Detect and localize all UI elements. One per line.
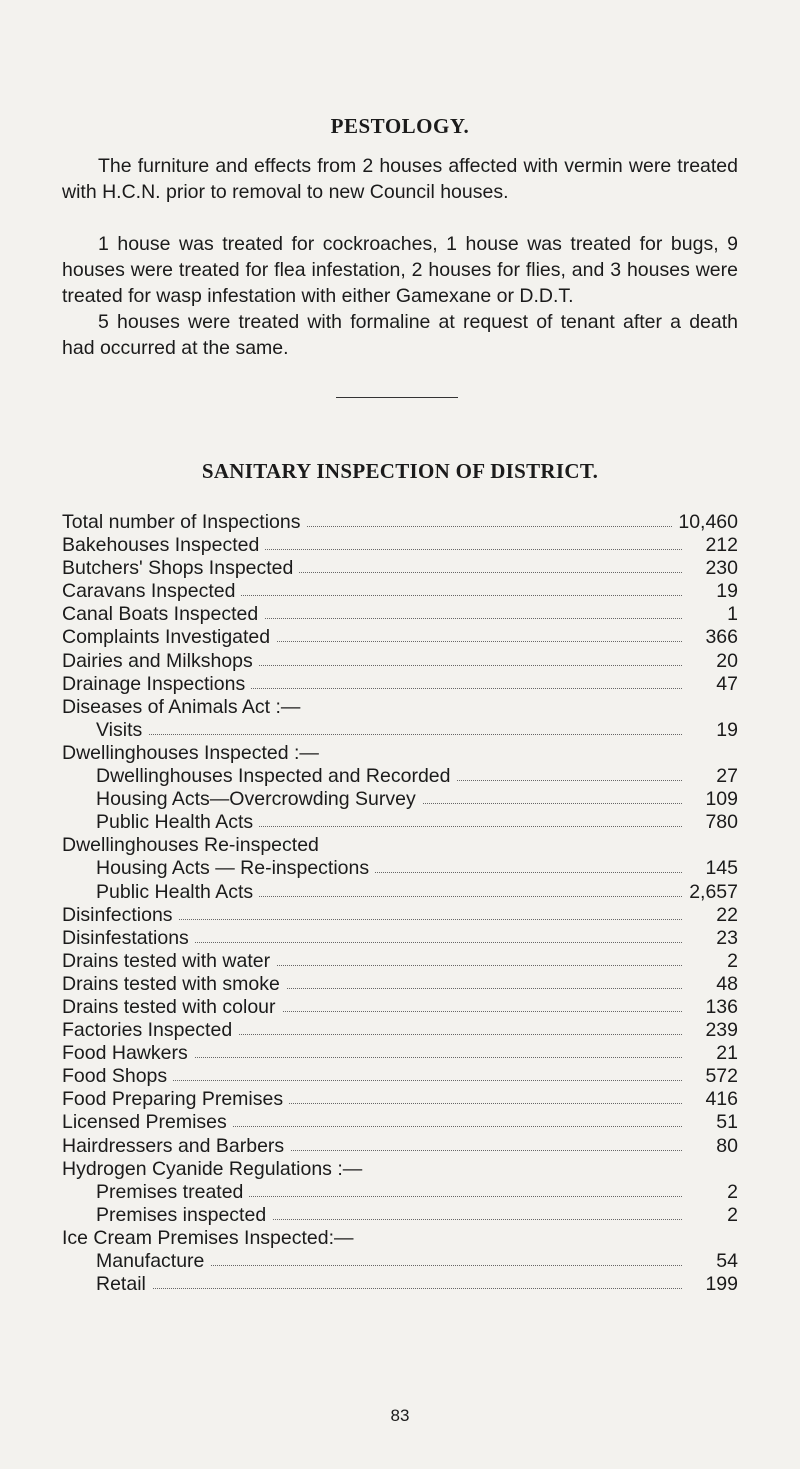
table-row <box>62 950 738 973</box>
table-row <box>62 673 738 696</box>
row-value: 366 <box>699 626 738 649</box>
row-label: Bakehouses Inspected <box>62 534 265 557</box>
table-row <box>62 811 738 834</box>
row-label: Drainage Inspections <box>62 673 251 696</box>
paragraph-furniture: The furniture and effects from 2 houses affected with vermin were treated with H.C.N. prior to removal to new Council houses. <box>62 155 738 203</box>
table-row <box>62 881 738 904</box>
row-label: Hydrogen Cyanide Regulations :— <box>62 1158 368 1181</box>
row-label: Diseases of Animals Act :— <box>62 696 306 719</box>
row-label: Food Shops <box>62 1065 173 1088</box>
table-row <box>62 1088 738 1111</box>
row-label: Food Preparing Premises <box>62 1088 289 1111</box>
page-title: PESTOLOGY. <box>330 114 470 138</box>
row-value: 19 <box>710 719 738 742</box>
row-value: 20 <box>710 650 738 673</box>
row-value: 212 <box>699 534 738 557</box>
table-row <box>62 603 738 626</box>
row-label: Housing Acts—Overcrowding Survey <box>62 788 422 811</box>
row-value: 199 <box>699 1273 738 1296</box>
row-value: 22 <box>710 904 738 927</box>
row-label: Caravans Inspected <box>62 580 241 603</box>
table-row <box>62 1042 738 1065</box>
row-label: Drains tested with colour <box>62 996 282 1019</box>
row-value: 10,460 <box>672 511 738 534</box>
row-label: Licensed Premises <box>62 1111 233 1134</box>
row-label: Drains tested with smoke <box>62 973 286 996</box>
row-label: Drains tested with water <box>62 950 276 973</box>
row-value: 239 <box>699 1019 738 1042</box>
row-value: 2,657 <box>683 881 738 904</box>
row-label: Manufacture <box>62 1250 210 1273</box>
table-row <box>62 904 738 927</box>
inspection-table <box>62 511 738 1296</box>
table-row <box>62 1065 738 1088</box>
table-row <box>62 511 738 534</box>
row-label: Food Hawkers <box>62 1042 194 1065</box>
table-row <box>62 1181 738 1204</box>
section-title: SANITARY INSPECTION OF DISTRICT. <box>201 459 599 483</box>
row-value: 1 <box>721 603 738 626</box>
table-row <box>62 626 738 649</box>
table-row <box>62 996 738 1019</box>
page-number: 83 <box>390 1406 410 1425</box>
table-row <box>62 927 738 950</box>
row-label: Premises treated <box>62 1181 249 1204</box>
dot-leader <box>62 1288 682 1289</box>
table-row <box>62 1227 738 1250</box>
row-value: 572 <box>699 1065 738 1088</box>
row-value: 2 <box>721 1204 738 1227</box>
row-value: 47 <box>710 673 738 696</box>
row-label: Retail <box>62 1273 152 1296</box>
table-row <box>62 788 738 811</box>
table-row <box>62 742 738 765</box>
row-label: Butchers' Shops Inspected <box>62 557 299 580</box>
table-row <box>62 1204 738 1227</box>
row-value: 416 <box>699 1088 738 1111</box>
row-value: 230 <box>699 557 738 580</box>
table-row <box>62 765 738 788</box>
row-label: Ice Cream Premises Inspected:— <box>62 1227 360 1250</box>
row-value: 145 <box>699 857 738 880</box>
row-value: 27 <box>710 765 738 788</box>
row-value: 136 <box>699 996 738 1019</box>
row-label: Dwellinghouses Inspected and Recorded <box>62 765 456 788</box>
paragraph-house-treatments: 1 house was treated for cockroaches, 1 house was treated for bugs, 9 houses were treated for flea infestation, 2 houses for flies, and 3 houses were treated for wasp infestation with either Gamexane or D.D.T. <box>62 233 738 307</box>
row-value: 109 <box>699 788 738 811</box>
table-row <box>62 1250 738 1273</box>
row-label: Complaints Investigated <box>62 626 276 649</box>
row-value: 80 <box>710 1135 738 1158</box>
table-row <box>62 534 738 557</box>
row-value: 19 <box>710 580 738 603</box>
table-row <box>62 857 738 880</box>
row-value: 2 <box>721 1181 738 1204</box>
row-value: 2 <box>721 950 738 973</box>
row-value: 21 <box>710 1042 738 1065</box>
table-row <box>62 1019 738 1042</box>
table-row <box>62 1111 738 1134</box>
table-row <box>62 557 738 580</box>
row-label: Public Health Acts <box>62 881 259 904</box>
row-label: Factories Inspected <box>62 1019 238 1042</box>
row-label: Dwellinghouses Re-inspected <box>62 834 325 857</box>
table-row <box>62 834 738 857</box>
row-label: Dairies and Milkshops <box>62 650 259 673</box>
table-row <box>62 1273 738 1296</box>
table-row <box>62 1158 738 1181</box>
table-row <box>62 650 738 673</box>
row-label: Total number of Inspections <box>62 511 306 534</box>
table-row <box>62 1135 738 1158</box>
row-label: Visits <box>62 719 148 742</box>
section-divider <box>336 397 458 398</box>
row-label: Canal Boats Inspected <box>62 603 264 626</box>
table-row <box>62 719 738 742</box>
row-label: Public Health Acts <box>62 811 259 834</box>
paragraph-formaline: 5 houses were treated with formaline at request of tenant after a death had occurred at the same. <box>62 311 738 359</box>
dot-leader <box>62 734 682 735</box>
row-label: Hairdressers and Barbers <box>62 1135 290 1158</box>
row-value: 51 <box>710 1111 738 1134</box>
row-label: Dwellinghouses Inspected :— <box>62 742 325 765</box>
table-row <box>62 580 738 603</box>
row-value: 780 <box>699 811 738 834</box>
row-value: 54 <box>710 1250 738 1273</box>
table-row <box>62 973 738 996</box>
row-value: 23 <box>710 927 738 950</box>
row-label: Disinfections <box>62 904 179 927</box>
table-row <box>62 696 738 719</box>
row-value: 48 <box>710 973 738 996</box>
row-label: Premises inspected <box>62 1204 272 1227</box>
row-label: Housing Acts — Re-inspections <box>62 857 375 880</box>
row-label: Disinfestations <box>62 927 195 950</box>
